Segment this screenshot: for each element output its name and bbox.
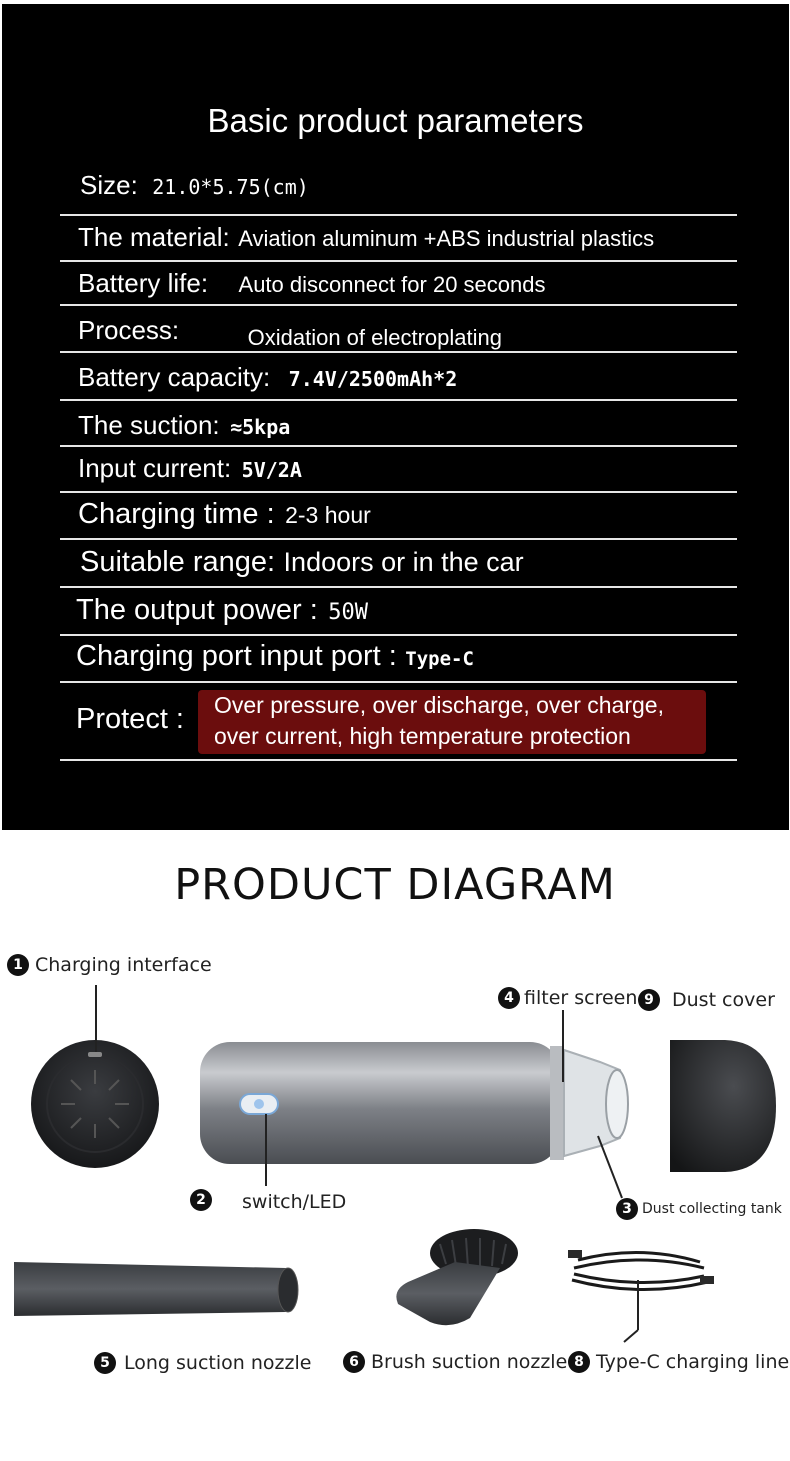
- param-label: Size:: [80, 170, 138, 200]
- param-value: 50W: [328, 600, 369, 625]
- part-label-charging-interface: [7, 953, 212, 976]
- part-number-badge: 9: [638, 989, 660, 1011]
- part-label-brush-nozzle: [343, 1350, 567, 1373]
- vacuum-body-image: [200, 1010, 628, 1198]
- part-name: Charging interface: [35, 953, 212, 976]
- param-value: 7.4V/2500mAh*2: [288, 367, 458, 391]
- part-name: Type-C charging line: [596, 1350, 790, 1373]
- part-number-badge: 6: [343, 1351, 365, 1373]
- part-number-badge: 4: [498, 987, 520, 1009]
- dust-cover-image: [670, 1040, 776, 1172]
- param-label: The output power :: [76, 594, 318, 626]
- param-label: Charging port input port :: [76, 640, 397, 672]
- param-label: The material:: [78, 222, 230, 252]
- part-label-filter-screen: [498, 986, 637, 1009]
- part-name: Dust collecting tank: [642, 1201, 782, 1217]
- charging-cable-image: [568, 1250, 714, 1342]
- param-value: 2-3 hour: [285, 502, 371, 528]
- part-number-badge: 5: [94, 1352, 116, 1374]
- part-number-badge: 8: [568, 1351, 590, 1373]
- part-label-long-nozzle: [94, 1351, 311, 1374]
- part-name: Dust cover: [672, 988, 775, 1011]
- parameters-title: Basic product parameters: [207, 102, 584, 139]
- part-number-badge: 1: [7, 954, 29, 976]
- long-nozzle-image: [14, 1262, 298, 1316]
- part-name: Brush suction nozzle: [371, 1350, 568, 1373]
- param-label: Process:: [78, 315, 180, 345]
- param-value: Aviation aluminum +ABS industrial plastics: [238, 226, 655, 251]
- param-label: Charging time :: [78, 498, 275, 530]
- part-label-charging-line: [568, 1350, 789, 1373]
- param-value: Auto disconnect for 20 seconds: [238, 272, 546, 297]
- param-value: Type-C: [405, 648, 474, 670]
- brush-nozzle-image: [396, 1229, 518, 1325]
- param-label: Input current:: [78, 453, 232, 483]
- protect-line-2: over current, high temperature protection: [214, 723, 631, 749]
- param-label: Suitable range:: [80, 546, 276, 578]
- param-label: Battery capacity:: [78, 362, 271, 392]
- param-value: 21.0*5.75(cm): [152, 175, 309, 199]
- part-label-dust-tank: [616, 1198, 782, 1220]
- charging-interface-image: [31, 985, 159, 1168]
- param-label: The suction:: [78, 410, 220, 440]
- param-label: Protect :: [76, 703, 184, 735]
- part-label-dust-cover: [638, 988, 775, 1011]
- part-name: filter screen: [524, 986, 638, 1009]
- part-number-badge: 3: [616, 1198, 638, 1220]
- param-value: 5V/2A: [241, 458, 302, 482]
- part-label-switch-led: [190, 1188, 346, 1211]
- param-value: Indoors or in the car: [283, 547, 524, 577]
- param-value: ≈5kpa: [230, 415, 291, 439]
- part-name: Long suction nozzle: [124, 1351, 312, 1374]
- protect-line-1: Over pressure, over discharge, over charge,: [214, 692, 664, 718]
- param-value: Oxidation of electroplating: [247, 325, 502, 350]
- part-name: switch/LED: [242, 1190, 347, 1213]
- param-label: Battery life:: [78, 268, 209, 298]
- part-number-badge: 2: [190, 1189, 212, 1211]
- diagram-title: PRODUCT DIAGRAM: [174, 860, 616, 910]
